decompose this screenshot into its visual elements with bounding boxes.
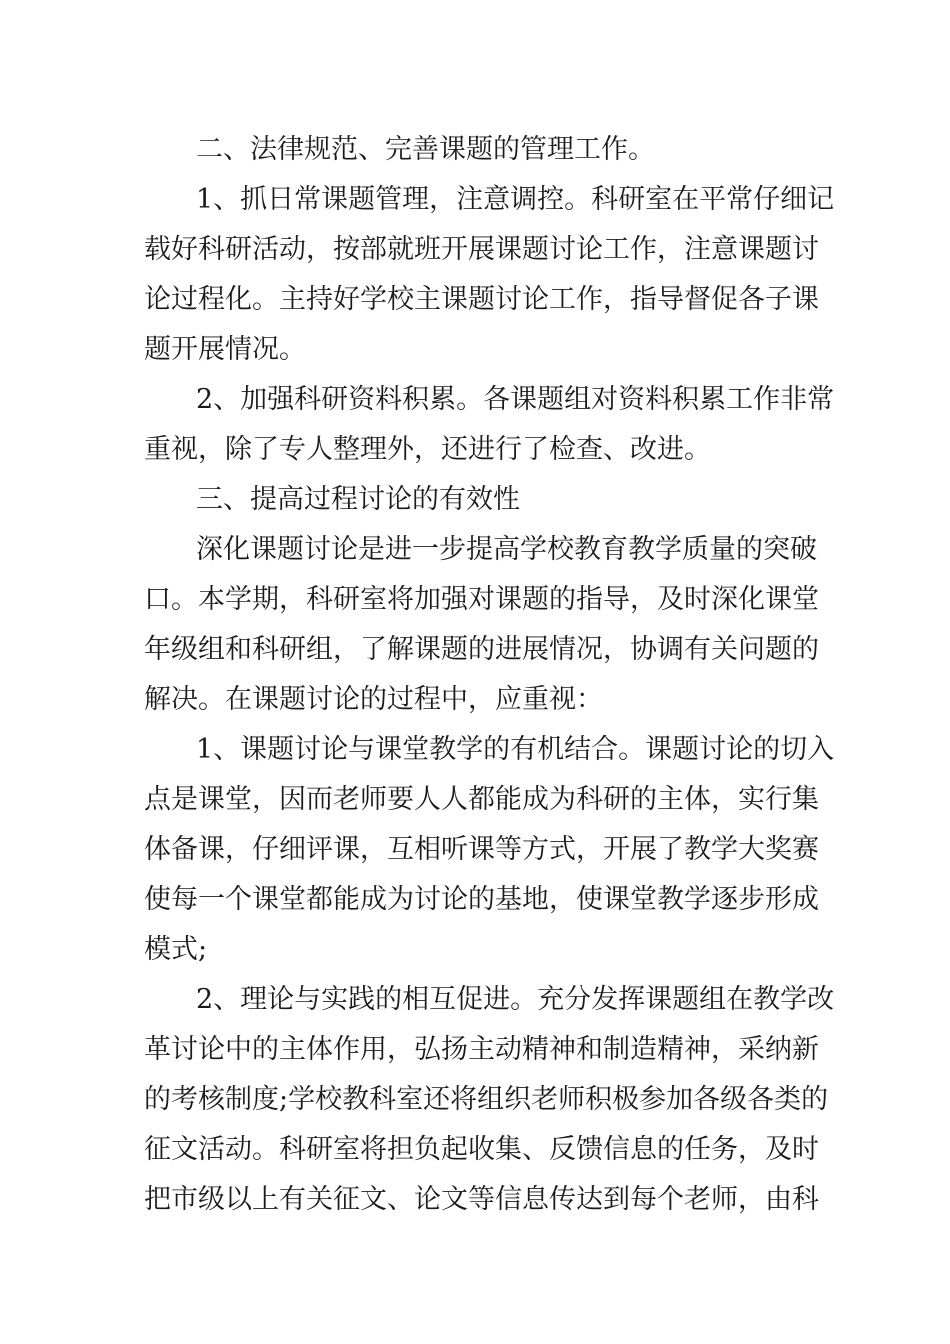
paragraph-line: 模式;: [144, 934, 208, 965]
paragraph-line: 口。本学期，科研室将加强对课题的指导，及时深化课堂: [144, 584, 819, 615]
paragraph-line: 论过程化。主持好学校主课题讨论工作，指导督促各子课: [144, 284, 819, 315]
paragraph-line: 1、抓日常课题管理，注意调控。科研室在平常仔细记: [196, 184, 835, 215]
paragraph-line: 题开展情况。: [144, 334, 306, 365]
paragraph-line: 点是课堂，因而老师要人人都能成为科研的主体，实行集: [144, 784, 819, 815]
paragraph-line: 2、理论与实践的相互促进。充分发挥课题组在教学改: [196, 984, 835, 1015]
paragraph-line: 使每一个课堂都能成为讨论的基地，使课堂教学逐步形成: [144, 884, 819, 915]
paragraph-line: 革讨论中的主体作用，弘扬主动精神和制造精神，采纳新: [144, 1034, 819, 1065]
section-heading: 二、法律规范、完善课题的管理工作。: [196, 134, 655, 165]
paragraph-line: 解决。在课题讨论的过程中，应重视：: [144, 684, 603, 715]
paragraph-line: 载好科研活动，按部就班开展课题讨论工作，注意课题讨: [144, 234, 819, 265]
paragraph-line: 深化课题讨论是进一步提高学校教育教学质量的突破: [196, 534, 817, 565]
paragraph-line: 年级组和科研组，了解课题的进展情况，协调有关问题的: [144, 634, 819, 665]
paragraph-line: 把市级以上有关征文、论文等信息传达到每个老师，由科: [144, 1184, 819, 1215]
section-heading: 三、提高过程讨论的有效性: [196, 484, 520, 515]
paragraph-line: 1、课题讨论与课堂教学的有机结合。课题讨论的切入: [196, 734, 835, 765]
paragraph-line: 的考核制度;学校教科室还将组织老师积极参加各级各类的: [144, 1084, 829, 1115]
paragraph-line: 2、加强科研资料积累。各课题组对资料积累工作非常: [196, 384, 835, 415]
paragraph-line: 体备课，仔细评课，互相听课等方式，开展了教学大奖赛: [144, 834, 819, 865]
paragraph-line: 重视，除了专人整理外，还进行了检查、改进。: [144, 434, 711, 465]
paragraph-line: 征文活动。科研室将担负起收集、反馈信息的任务，及时: [144, 1134, 819, 1165]
